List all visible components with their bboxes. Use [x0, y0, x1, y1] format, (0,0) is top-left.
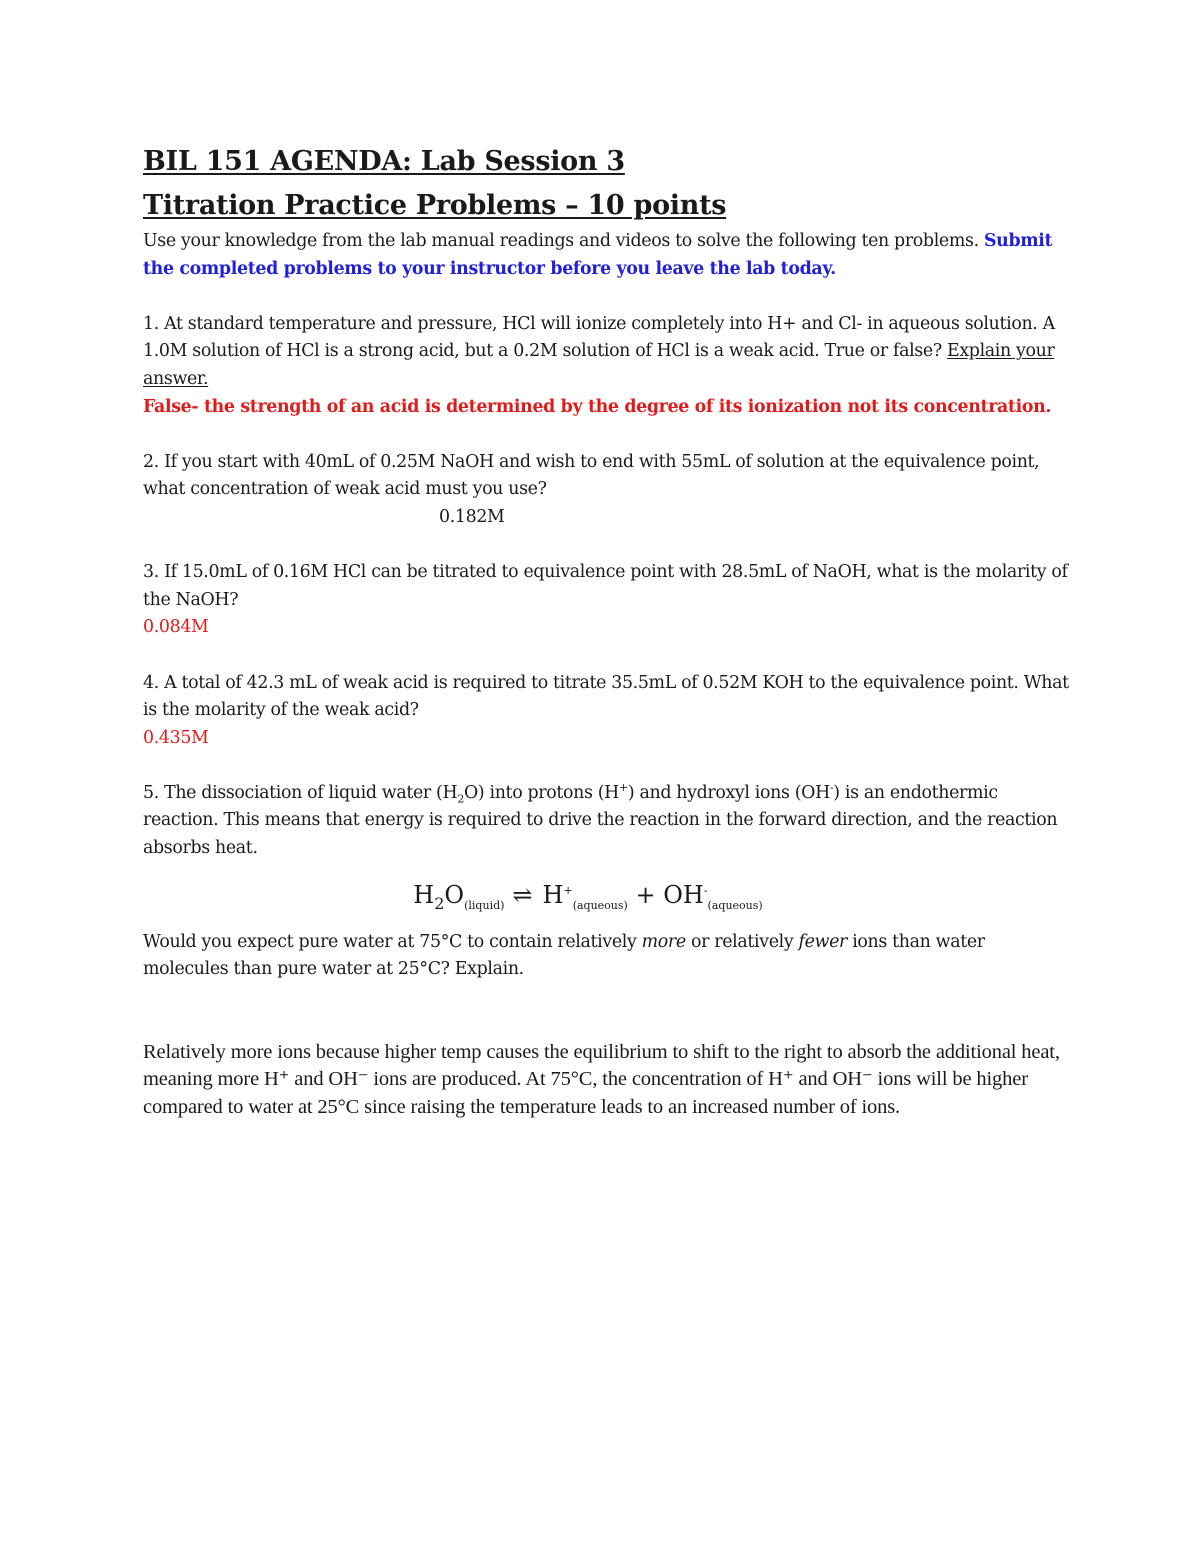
equation-plus: +: [635, 880, 656, 909]
equation-hydroxide-charge: -: [703, 883, 708, 897]
question-3: 3. If 15.0mL of 0.16M HCl can be titrated to equivalence point with 28.5mL of NaOH, what is the molarity of the NaOH?: [143, 562, 1068, 610]
question-1-explain: Explain your answer.: [143, 341, 1055, 389]
spacer: [143, 642, 1073, 670]
question-5-fewer: fewer: [798, 931, 848, 952]
question-5-text-a: 5. The dissociation of liquid water (H: [143, 782, 458, 803]
intro-text: Use your knowledge from the lab manual readings and videos to solve the following ten problems.: [143, 231, 984, 251]
equation-proton: H: [542, 880, 564, 909]
equation-hydroxide: OH: [663, 880, 704, 909]
subscript-2: 2: [457, 792, 464, 806]
intro-paragraph: [143, 228, 1073, 283]
superscript-minus: -: [829, 781, 834, 795]
question-5-prompt-a: Would you expect pure water at 75°C to contain relatively: [143, 931, 642, 952]
title-line-2: Titration Practice Problems – 10 points: [143, 190, 727, 221]
answer-3: 0.084M: [143, 617, 209, 638]
spacer: [143, 984, 1073, 1039]
question-5: [143, 780, 1073, 863]
equation-o: O: [444, 880, 465, 909]
answer-5: Relatively more ions because higher temp causes the equilibrium to shift to the right to absorb the additional heat, meaning more H⁺ and OH⁻ ions are produced. At 75°C, the concentration of H⁺ and OH⁻ ions will be higher compared to water at 25°C since raising the temperature leads to an increased number of ions.: [143, 1040, 1060, 1118]
question-1: [143, 311, 1073, 394]
question-5-prompt: [143, 929, 1073, 984]
equation-proton-charge: +: [563, 883, 573, 897]
question-5-text-d: ) is an endothermic reaction. This means that energy is required to drive the reaction in the forward direction, and the reaction absorbs heat.: [143, 782, 1058, 859]
question-5-prompt-c: ions than water molecules than pure water at 25°C? Explain.: [143, 931, 985, 980]
spacer: [143, 532, 1073, 560]
spacer: [143, 752, 1073, 780]
question-5-text-b: O) into protons (H: [463, 782, 619, 803]
answer-4: 0.435M: [143, 727, 209, 748]
question-2: 2. If you start with 40mL of 0.25M NaOH and wish to end with 55mL of solution at the equivalence point, what concentration of weak acid must you use?: [143, 451, 1040, 500]
equation-hydroxide-state: (aqueous): [707, 898, 763, 912]
equation-h: H: [413, 880, 435, 909]
equation-sub-2: 2: [434, 893, 445, 913]
question-5-prompt-b: or relatively: [685, 931, 799, 952]
spacer: [143, 421, 1073, 449]
dissociation-equation: [143, 875, 1073, 915]
superscript-plus: +: [618, 781, 628, 795]
question-1-text: 1. At standard temperature and pressure, HCl will ionize completely into H+ and Cl- in aqueous solution. A 1.0M solution of HCl is a strong acid, but a 0.2M solution of HCl is a weak acid. True or false?: [143, 313, 1055, 362]
intro-emphasis: Submit the completed problems to your instructor before you leave the lab today.: [143, 231, 1053, 279]
question-5-text-c: ) and hydroxyl ions (OH: [627, 782, 830, 803]
question-5-more: more: [641, 931, 686, 952]
equation-liquid-state: (liquid): [464, 898, 505, 912]
question-4: 4. A total of 42.3 mL of weak acid is required to titrate 35.5mL of 0.52M KOH to the equivalence point. What is the molarity of the weak acid?: [143, 672, 1069, 721]
answer-2: 0.182M: [439, 506, 505, 527]
spacer: [143, 283, 1073, 311]
equilibrium-arrow-icon: ⇌: [512, 880, 533, 909]
document-content: [143, 140, 1073, 1121]
title-line-1: BIL 151 AGENDA: Lab Session 3: [143, 146, 625, 177]
answer-1: False- the strength of an acid is determined by the degree of its ionization not its concentration.: [143, 396, 1052, 417]
equation-proton-state: (aqueous): [572, 898, 628, 912]
